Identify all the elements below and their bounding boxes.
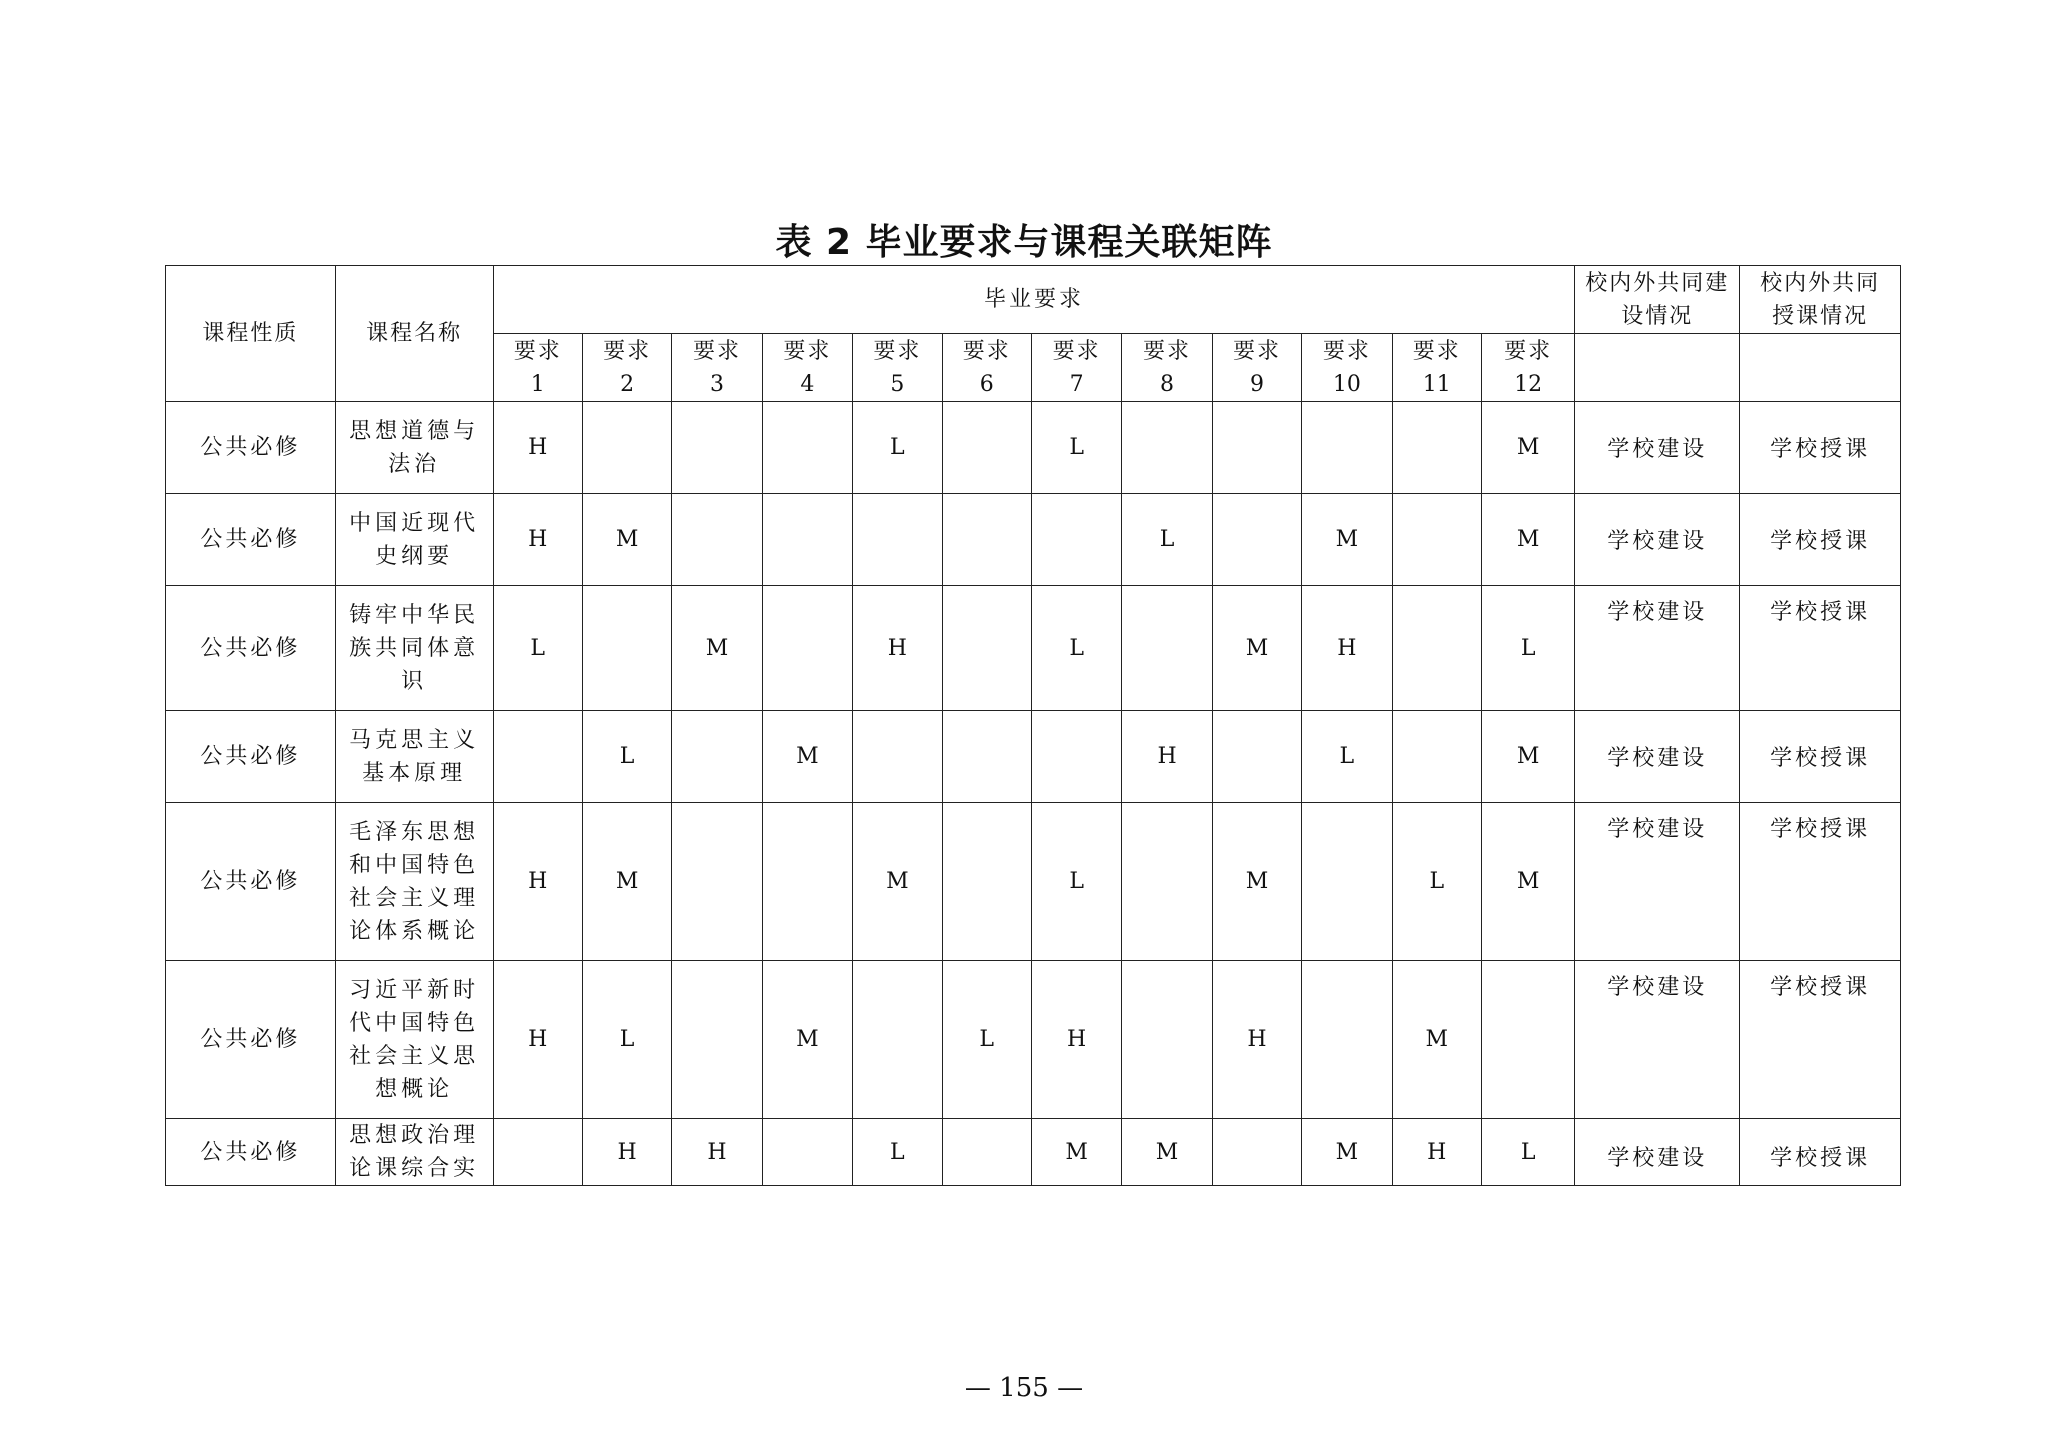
requirement-number: 8 bbox=[1160, 371, 1175, 397]
table-row bbox=[166, 1119, 1901, 1186]
relevance-mark-req-9: H bbox=[1212, 961, 1301, 1119]
relevance-mark-req-1: L bbox=[493, 586, 582, 711]
relevance-mark-req-9 bbox=[1212, 494, 1301, 586]
relevance-mark-req-4 bbox=[762, 586, 852, 711]
course-nature: 公共必修 bbox=[166, 803, 336, 961]
header-requirement-7 bbox=[1031, 334, 1121, 402]
relevance-mark-req-5 bbox=[853, 494, 942, 586]
header-course-nature: 课程性质 bbox=[166, 266, 336, 402]
page-title: 表 2 毕业要求与课程关联矩阵 bbox=[775, 222, 1273, 263]
requirement-label: 要求 bbox=[1322, 338, 1371, 364]
course-nature: 公共必修 bbox=[166, 711, 336, 803]
table-row bbox=[166, 961, 1901, 1119]
requirement-label: 要求 bbox=[1052, 338, 1101, 364]
table-row bbox=[166, 402, 1901, 494]
requirement-number: 9 bbox=[1249, 371, 1264, 397]
course-nature: 公共必修 bbox=[166, 494, 336, 586]
relevance-mark-req-9: M bbox=[1212, 803, 1301, 961]
relevance-mark-req-1 bbox=[493, 1119, 582, 1186]
co-teach-status: 学校授课 bbox=[1740, 711, 1901, 803]
relevance-mark-req-4 bbox=[762, 494, 852, 586]
table-row bbox=[166, 586, 1901, 711]
co-teach-status: 学校授课 bbox=[1740, 402, 1901, 494]
header-requirement-4 bbox=[762, 334, 852, 402]
relevance-mark-req-8: L bbox=[1122, 494, 1212, 586]
relevance-mark-req-11 bbox=[1392, 586, 1481, 711]
relevance-mark-req-2: M bbox=[582, 494, 671, 586]
relevance-mark-req-4: M bbox=[762, 961, 852, 1119]
requirement-number: 12 bbox=[1514, 371, 1543, 397]
relevance-mark-req-12: L bbox=[1481, 1119, 1574, 1186]
relevance-mark-req-2: L bbox=[582, 961, 671, 1119]
relevance-mark-req-3 bbox=[672, 711, 762, 803]
requirement-label: 要求 bbox=[1412, 338, 1461, 364]
relevance-mark-req-9: M bbox=[1212, 586, 1301, 711]
relevance-mark-req-1: H bbox=[493, 402, 582, 494]
requirement-label: 要求 bbox=[693, 338, 742, 364]
relevance-mark-req-12 bbox=[1481, 961, 1574, 1119]
co-build-status: 学校建设 bbox=[1575, 803, 1740, 961]
course-name: 思想道德与法治 bbox=[335, 402, 493, 494]
relevance-mark-req-11 bbox=[1392, 711, 1481, 803]
relevance-mark-req-7: L bbox=[1031, 586, 1121, 711]
table-row bbox=[166, 494, 1901, 586]
relevance-mark-req-11: M bbox=[1392, 961, 1481, 1119]
relevance-mark-req-5: L bbox=[853, 1119, 942, 1186]
co-teach-status: 学校授课 bbox=[1740, 586, 1901, 711]
header-co-teach: 校内外共同授课情况 bbox=[1740, 266, 1901, 334]
relevance-mark-req-4 bbox=[762, 1119, 852, 1186]
relevance-mark-req-12: M bbox=[1481, 494, 1574, 586]
relevance-mark-req-11 bbox=[1392, 494, 1481, 586]
relevance-mark-req-5 bbox=[853, 711, 942, 803]
co-build-status: 学校建设 bbox=[1575, 586, 1740, 711]
relevance-mark-req-5 bbox=[853, 961, 942, 1119]
relevance-mark-req-6 bbox=[942, 711, 1031, 803]
requirement-number: 5 bbox=[890, 371, 905, 397]
course-requirement-matrix bbox=[165, 265, 1901, 1186]
relevance-mark-req-6: L bbox=[942, 961, 1031, 1119]
relevance-mark-req-12: M bbox=[1481, 803, 1574, 961]
requirement-label: 要求 bbox=[1232, 338, 1281, 364]
header-requirement-2 bbox=[582, 334, 671, 402]
relevance-mark-req-5: M bbox=[853, 803, 942, 961]
relevance-mark-req-7: H bbox=[1031, 961, 1121, 1119]
relevance-mark-req-7: L bbox=[1031, 803, 1121, 961]
header-requirement-5 bbox=[853, 334, 942, 402]
relevance-mark-req-3 bbox=[672, 961, 762, 1119]
relevance-mark-req-5: L bbox=[853, 402, 942, 494]
header-course-name: 课程名称 bbox=[335, 266, 493, 402]
requirement-number: 6 bbox=[979, 371, 994, 397]
table-row bbox=[166, 711, 1901, 803]
co-build-status: 学校建设 bbox=[1575, 402, 1740, 494]
relevance-mark-req-8: H bbox=[1122, 711, 1212, 803]
relevance-mark-req-11: H bbox=[1392, 1119, 1481, 1186]
co-build-status: 学校建设 bbox=[1575, 711, 1740, 803]
relevance-mark-req-2 bbox=[582, 586, 671, 711]
header-requirement-12 bbox=[1481, 334, 1574, 402]
relevance-mark-req-7 bbox=[1031, 711, 1121, 803]
relevance-mark-req-9 bbox=[1212, 1119, 1301, 1186]
co-build-status: 学校建设 bbox=[1575, 961, 1740, 1119]
header-requirement-3 bbox=[672, 334, 762, 402]
requirement-number: 2 bbox=[620, 371, 635, 397]
requirement-label: 要求 bbox=[1504, 338, 1553, 364]
requirement-number: 11 bbox=[1422, 371, 1451, 397]
co-build-status: 学校建设 bbox=[1575, 1119, 1740, 1186]
requirement-label: 要求 bbox=[783, 338, 832, 364]
relevance-mark-req-7: M bbox=[1031, 1119, 1121, 1186]
relevance-mark-req-6 bbox=[942, 586, 1031, 711]
relevance-mark-req-7 bbox=[1031, 494, 1121, 586]
requirement-number: 10 bbox=[1332, 371, 1361, 397]
co-teach-status: 学校授课 bbox=[1740, 803, 1901, 961]
table-row bbox=[166, 803, 1901, 961]
relevance-mark-req-5: H bbox=[853, 586, 942, 711]
course-nature: 公共必修 bbox=[166, 402, 336, 494]
header-requirement-10 bbox=[1302, 334, 1392, 402]
relevance-mark-req-12: M bbox=[1481, 402, 1574, 494]
relevance-mark-req-10: L bbox=[1302, 711, 1392, 803]
header-graduation-requirements: 毕业要求 bbox=[493, 266, 1575, 334]
requirement-label: 要求 bbox=[873, 338, 922, 364]
header-requirement-1 bbox=[493, 334, 582, 402]
relevance-mark-req-4 bbox=[762, 803, 852, 961]
header-co-build: 校内外共同建设情况 bbox=[1575, 266, 1740, 334]
relevance-mark-req-8 bbox=[1122, 803, 1212, 961]
course-name: 思想政治理论课综合实 bbox=[335, 1119, 493, 1186]
relevance-mark-req-1: H bbox=[493, 961, 582, 1119]
header-requirement-6 bbox=[942, 334, 1031, 402]
co-teach-status: 学校授课 bbox=[1740, 494, 1901, 586]
requirement-number: 4 bbox=[800, 371, 815, 397]
relevance-mark-req-12: M bbox=[1481, 711, 1574, 803]
relevance-mark-req-3: H bbox=[672, 1119, 762, 1186]
header-co-teach-blank bbox=[1740, 334, 1901, 402]
requirement-label: 要求 bbox=[1143, 338, 1192, 364]
header-row-group bbox=[166, 266, 1901, 334]
relevance-mark-req-2: L bbox=[582, 711, 671, 803]
requirement-number: 7 bbox=[1069, 371, 1084, 397]
relevance-mark-req-3 bbox=[672, 494, 762, 586]
header-requirement-11 bbox=[1392, 334, 1481, 402]
relevance-mark-req-1 bbox=[493, 711, 582, 803]
relevance-mark-req-2: H bbox=[582, 1119, 671, 1186]
course-nature: 公共必修 bbox=[166, 1119, 336, 1186]
relevance-mark-req-9 bbox=[1212, 711, 1301, 803]
course-nature: 公共必修 bbox=[166, 586, 336, 711]
requirement-label: 要求 bbox=[513, 338, 562, 364]
relevance-mark-req-3 bbox=[672, 402, 762, 494]
relevance-mark-req-3 bbox=[672, 803, 762, 961]
relevance-mark-req-10: M bbox=[1302, 494, 1392, 586]
header-co-build-blank bbox=[1575, 334, 1740, 402]
page-number: — 155 — bbox=[964, 1373, 1084, 1403]
relevance-mark-req-8 bbox=[1122, 402, 1212, 494]
relevance-mark-req-10: M bbox=[1302, 1119, 1392, 1186]
relevance-mark-req-10 bbox=[1302, 961, 1392, 1119]
relevance-mark-req-3: M bbox=[672, 586, 762, 711]
course-nature: 公共必修 bbox=[166, 961, 336, 1119]
relevance-mark-req-11 bbox=[1392, 402, 1481, 494]
co-teach-status: 学校授课 bbox=[1740, 1119, 1901, 1186]
header-requirement-8 bbox=[1122, 334, 1212, 402]
relevance-mark-req-6 bbox=[942, 402, 1031, 494]
relevance-mark-req-1: H bbox=[493, 803, 582, 961]
course-name: 毛泽东思想和中国特色社会主义理论体系概论 bbox=[335, 803, 493, 961]
relevance-mark-req-6 bbox=[942, 494, 1031, 586]
relevance-mark-req-2: M bbox=[582, 803, 671, 961]
relevance-mark-req-4: M bbox=[762, 711, 852, 803]
relevance-mark-req-8 bbox=[1122, 586, 1212, 711]
relevance-mark-req-4 bbox=[762, 402, 852, 494]
co-build-status: 学校建设 bbox=[1575, 494, 1740, 586]
header-requirement-9 bbox=[1212, 334, 1301, 402]
requirement-label: 要求 bbox=[962, 338, 1011, 364]
relevance-mark-req-10 bbox=[1302, 803, 1392, 961]
requirement-number: 3 bbox=[710, 371, 725, 397]
relevance-mark-req-1: H bbox=[493, 494, 582, 586]
course-name: 中国近现代史纲要 bbox=[335, 494, 493, 586]
requirement-number: 1 bbox=[530, 371, 545, 397]
relevance-mark-req-8 bbox=[1122, 961, 1212, 1119]
relevance-mark-req-10 bbox=[1302, 402, 1392, 494]
relevance-mark-req-9 bbox=[1212, 402, 1301, 494]
course-name: 习近平新时代中国特色社会主义思想概论 bbox=[335, 961, 493, 1119]
relevance-mark-req-8: M bbox=[1122, 1119, 1212, 1186]
requirement-label: 要求 bbox=[603, 338, 652, 364]
relevance-mark-req-11: L bbox=[1392, 803, 1481, 961]
relevance-mark-req-2 bbox=[582, 402, 671, 494]
course-name: 铸牢中华民族共同体意识 bbox=[335, 586, 493, 711]
relevance-mark-req-12: L bbox=[1481, 586, 1574, 711]
course-name: 马克思主义基本原理 bbox=[335, 711, 493, 803]
relevance-mark-req-7: L bbox=[1031, 402, 1121, 494]
relevance-mark-req-6 bbox=[942, 803, 1031, 961]
co-teach-status: 学校授课 bbox=[1740, 961, 1901, 1119]
relevance-mark-req-6 bbox=[942, 1119, 1031, 1186]
relevance-mark-req-10: H bbox=[1302, 586, 1392, 711]
